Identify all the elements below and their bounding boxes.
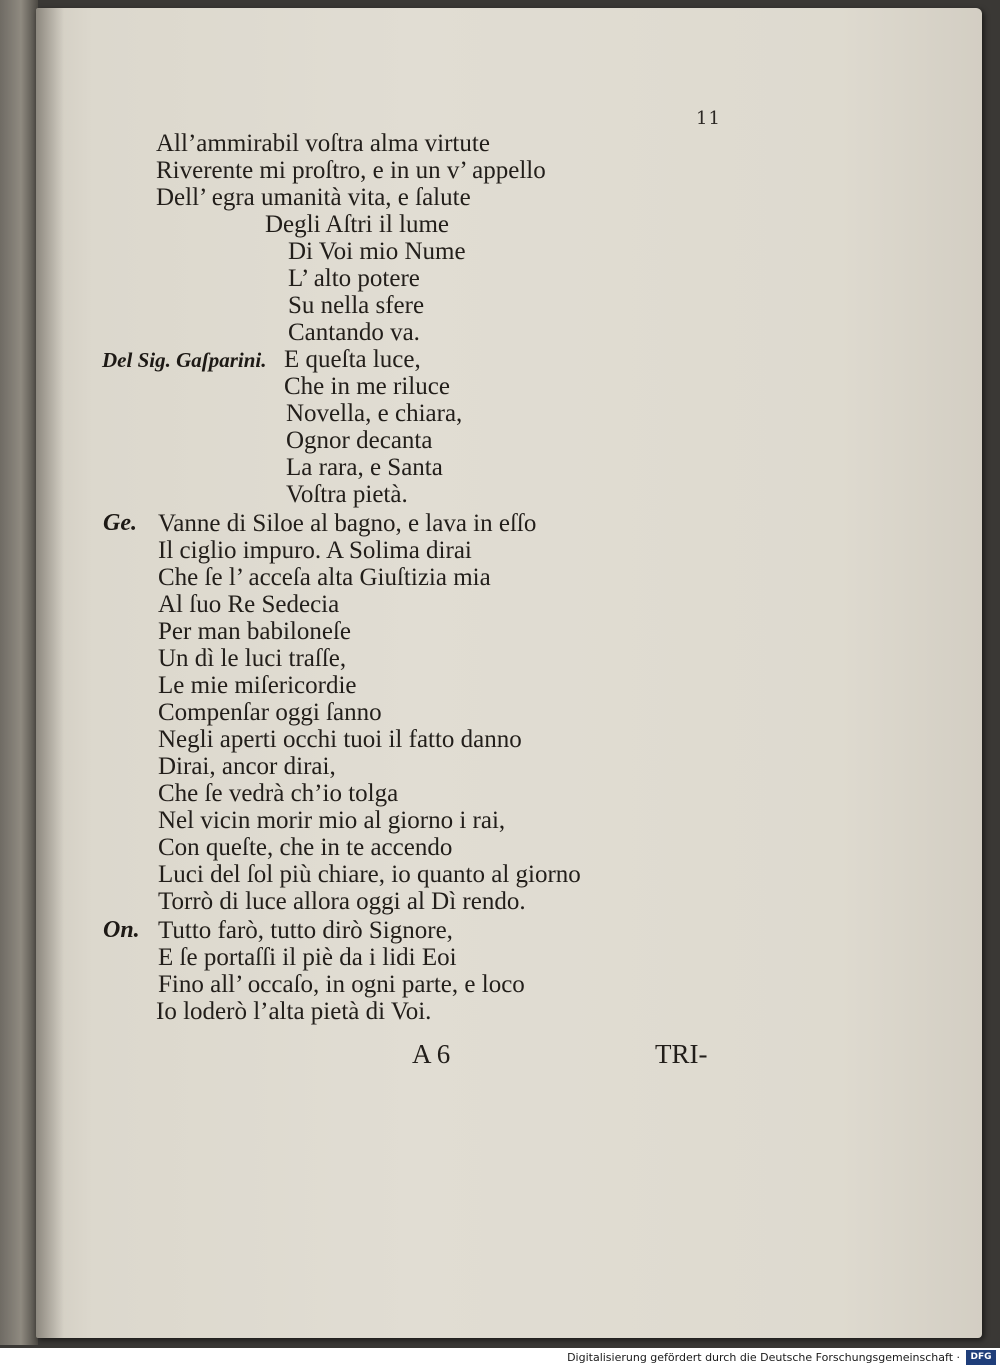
verse-line: E queſta luce, xyxy=(284,346,421,373)
verse-line: Fino all’ occaſo, in ogni parte, e loco xyxy=(158,971,525,998)
verse-line: Con queſte, che in te accendo xyxy=(158,834,453,861)
dfg-logo: DFG xyxy=(966,1350,996,1365)
verse-line: Ognor decanta xyxy=(286,427,433,454)
verse-line: Di Voi mio Nume xyxy=(288,238,466,265)
verse-line: Nel vicin morir mio al giorno i rai, xyxy=(158,807,506,834)
verse-line: Novella, e chiara, xyxy=(286,400,463,427)
verse-line: Negli aperti occhi tuoi il fatto danno xyxy=(158,726,522,753)
verse-line: L’ alto potere xyxy=(288,265,420,292)
gutter-shadow xyxy=(36,8,64,1338)
verse-line: Le mie miſericordie xyxy=(158,672,357,699)
verse-line: Dell’ egra umanità vita, e ſalute xyxy=(156,184,471,211)
verse-line: Compenſar oggi ſanno xyxy=(158,699,382,726)
verse-line: Riverente mi proſtro, e in un v’ appello xyxy=(156,157,546,184)
verse-line: E ſe portaſſi il piè da i lidi Eoi xyxy=(158,944,457,971)
verse-line: Su nella sfere xyxy=(288,292,425,319)
verse-line: Vanne di Siloe al bagno, e lava in eſſo xyxy=(158,510,537,537)
previous-leaf-edge xyxy=(0,0,38,1345)
verse-line: Degli Aſtri il lume xyxy=(265,211,450,238)
verse-line: Torrò di luce allora oggi al Dì rendo. xyxy=(158,888,526,915)
speaker-on: On. xyxy=(103,917,140,943)
verse-line: Che ſe vedrà ch’io tolga xyxy=(158,780,399,807)
composer-attribution: Del Sig. Gaſparini. xyxy=(102,348,267,372)
verse-line: Che ſe l’ acceſa alta Giuſtizia mia xyxy=(158,564,491,591)
speaker-ge: Ge. xyxy=(103,510,137,536)
verse-line: Dirai, ancor dirai, xyxy=(158,753,336,780)
verse-line: Luci del ſol più chiare, io quanto al giorno xyxy=(158,861,581,888)
verse-line: Per man babiloneſe xyxy=(158,618,351,645)
verse-line: Che in me riluce xyxy=(284,373,450,400)
verse-line: Voſtra pietà. xyxy=(286,481,408,508)
verse-line: All’ammirabil voſtra alma virtute xyxy=(156,130,490,157)
verse-line: Cantando va. xyxy=(288,319,420,346)
verse-line: Il ciglio impuro. A Solima dirai xyxy=(158,537,472,564)
page-number: 11 xyxy=(696,108,721,129)
verse-line: Un dì le luci traſſe, xyxy=(158,645,347,672)
verse-line: Al ſuo Re Sedecia xyxy=(158,591,340,618)
verse-line: Tutto farò, tutto dirò Signore, xyxy=(158,917,453,944)
verse-line: La rara, e Santa xyxy=(286,454,443,481)
funding-credit: Digitalisierung gefördert durch die Deutsche Forschungsgemeinschaft · xyxy=(567,1351,960,1364)
catchword: TRI- xyxy=(655,1039,708,1069)
verse-line: Io loderò l’alta pietà di Voi. xyxy=(156,998,432,1025)
signature-mark: A 6 xyxy=(412,1039,451,1069)
